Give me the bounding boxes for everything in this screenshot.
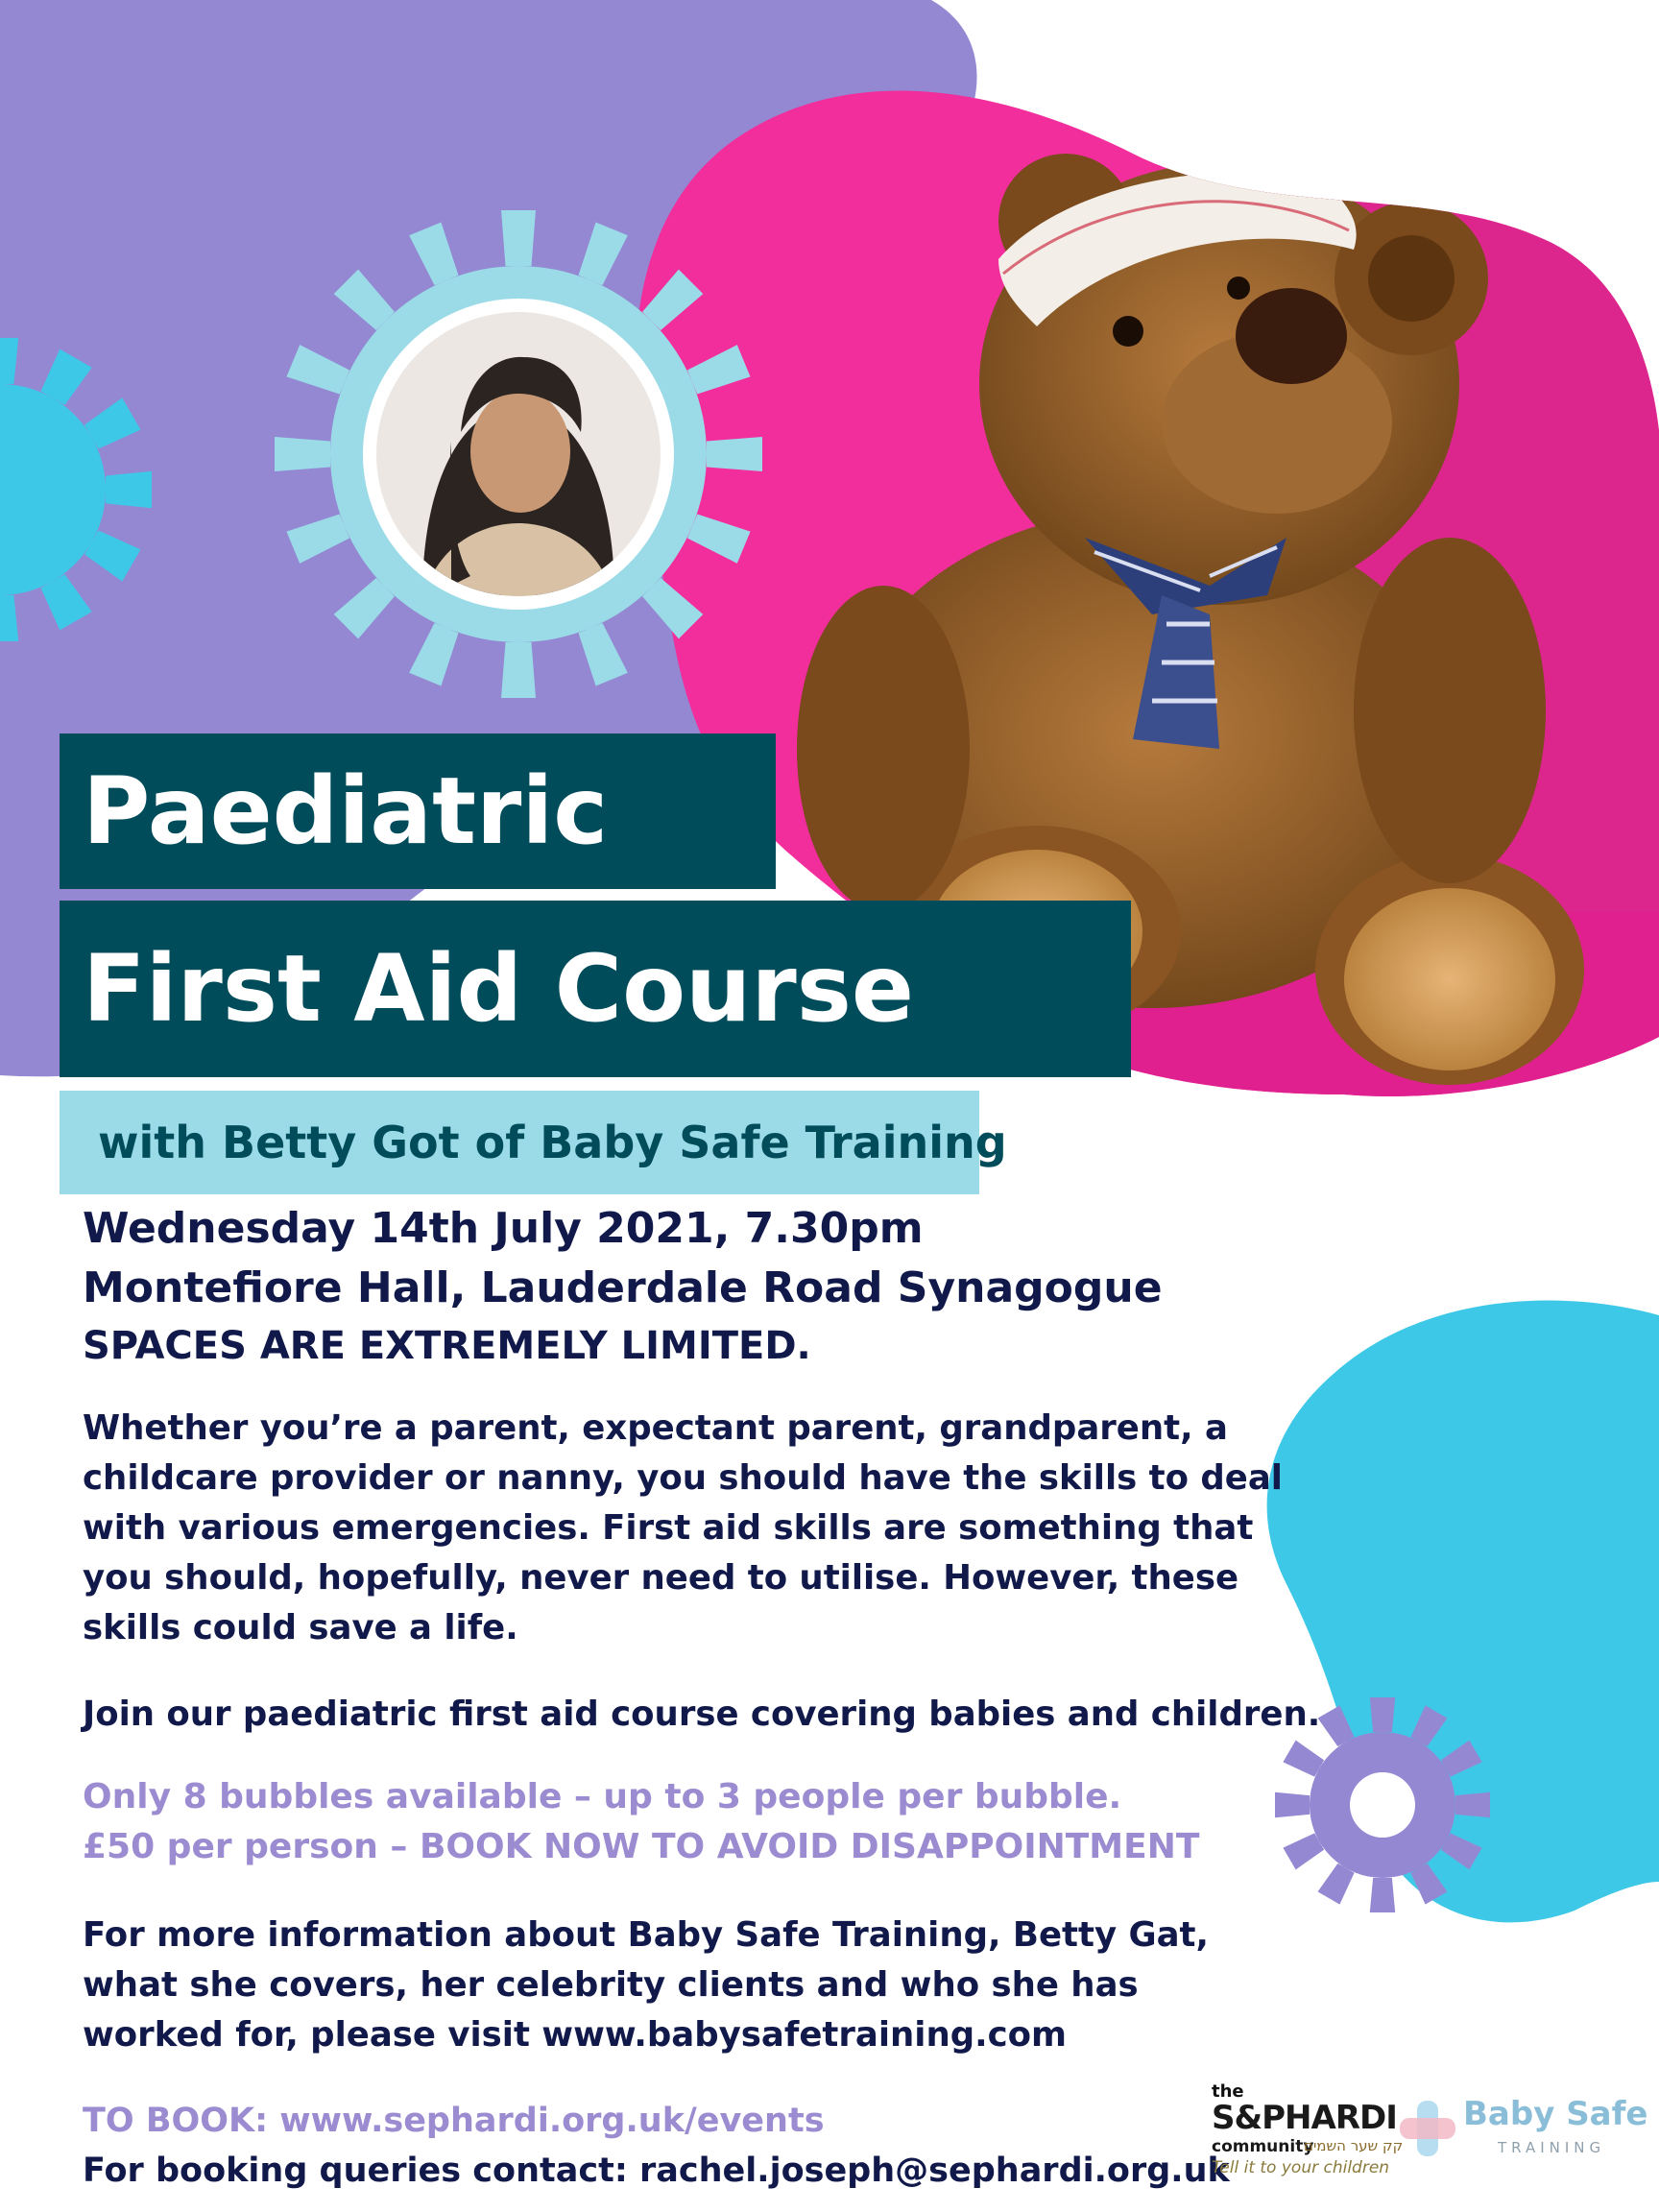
virus-spike bbox=[1275, 1792, 1310, 1817]
event-date-time: Wednesday 14th July 2021, 7.30pm bbox=[83, 1204, 924, 1253]
virus-spike bbox=[707, 437, 762, 471]
virus-spike bbox=[501, 210, 536, 266]
price-line: £50 per person – BOOK NOW TO AVOID DISAPPOINTMENT bbox=[83, 1827, 1200, 1866]
virus-core bbox=[1350, 1772, 1415, 1838]
virus-spike bbox=[275, 437, 330, 471]
sephardi-logo-the: the bbox=[1212, 2081, 1244, 2102]
sephardi-logo-name: S&PHARDI bbox=[1212, 2099, 1397, 2137]
virus-spike bbox=[1370, 1697, 1395, 1732]
title-line-1: Paediatric bbox=[60, 733, 776, 889]
booking-contact[interactable]: For booking queries contact: rachel.joseph@sephardi.org.uk bbox=[83, 2152, 1230, 2190]
virus-spike bbox=[501, 642, 536, 698]
virus-spike bbox=[106, 471, 152, 508]
babysafe-logo-sub: TRAINING bbox=[1498, 2139, 1606, 2156]
subtitle: with Betty Got of Baby Safe Training bbox=[60, 1091, 979, 1194]
join-text: Join our paediatric first aid course covering babies and children. bbox=[83, 1695, 1321, 1734]
babysafe-logo-name: Baby Safe bbox=[1463, 2095, 1648, 2133]
booking-link[interactable]: TO BOOK: www.sephardi.org.uk/events bbox=[83, 2102, 825, 2140]
sephardi-logo-hebrew: קק שער השמים bbox=[1304, 2137, 1404, 2154]
virus-spike bbox=[1370, 1878, 1395, 1912]
title-line-2: First Aid Course bbox=[60, 901, 1131, 1077]
virus-spike bbox=[1455, 1792, 1490, 1817]
sephardi-logo-tagline: Tell it to your children bbox=[1212, 2158, 1390, 2177]
more-info-paragraph: For more information about Baby Safe Training, Betty Gat, what she covers, her celebrity clients and who she has worked for, please visit www.babysafetraining.com bbox=[83, 1915, 1210, 2055]
spaces-notice: SPACES ARE EXTREMELY LIMITED. bbox=[83, 1324, 811, 1368]
sephardi-logo-community: community bbox=[1212, 2137, 1314, 2156]
intro-paragraph: Whether you’re a parent, expectant parent, grandparent, a childcare provider or nanny, you should have the skills to deal with various emergencies. First aid skills are something that you should, hopefully, never need to utilise. However, these skills could save a life. bbox=[83, 1408, 1283, 1647]
bubbles-availability: Only 8 bubbles available – up to 3 people per bubble. bbox=[83, 1777, 1122, 1816]
babysafe-cross-icon bbox=[1396, 2097, 1459, 2160]
event-venue: Montefiore Hall, Lauderdale Road Synagogue bbox=[83, 1263, 1163, 1312]
